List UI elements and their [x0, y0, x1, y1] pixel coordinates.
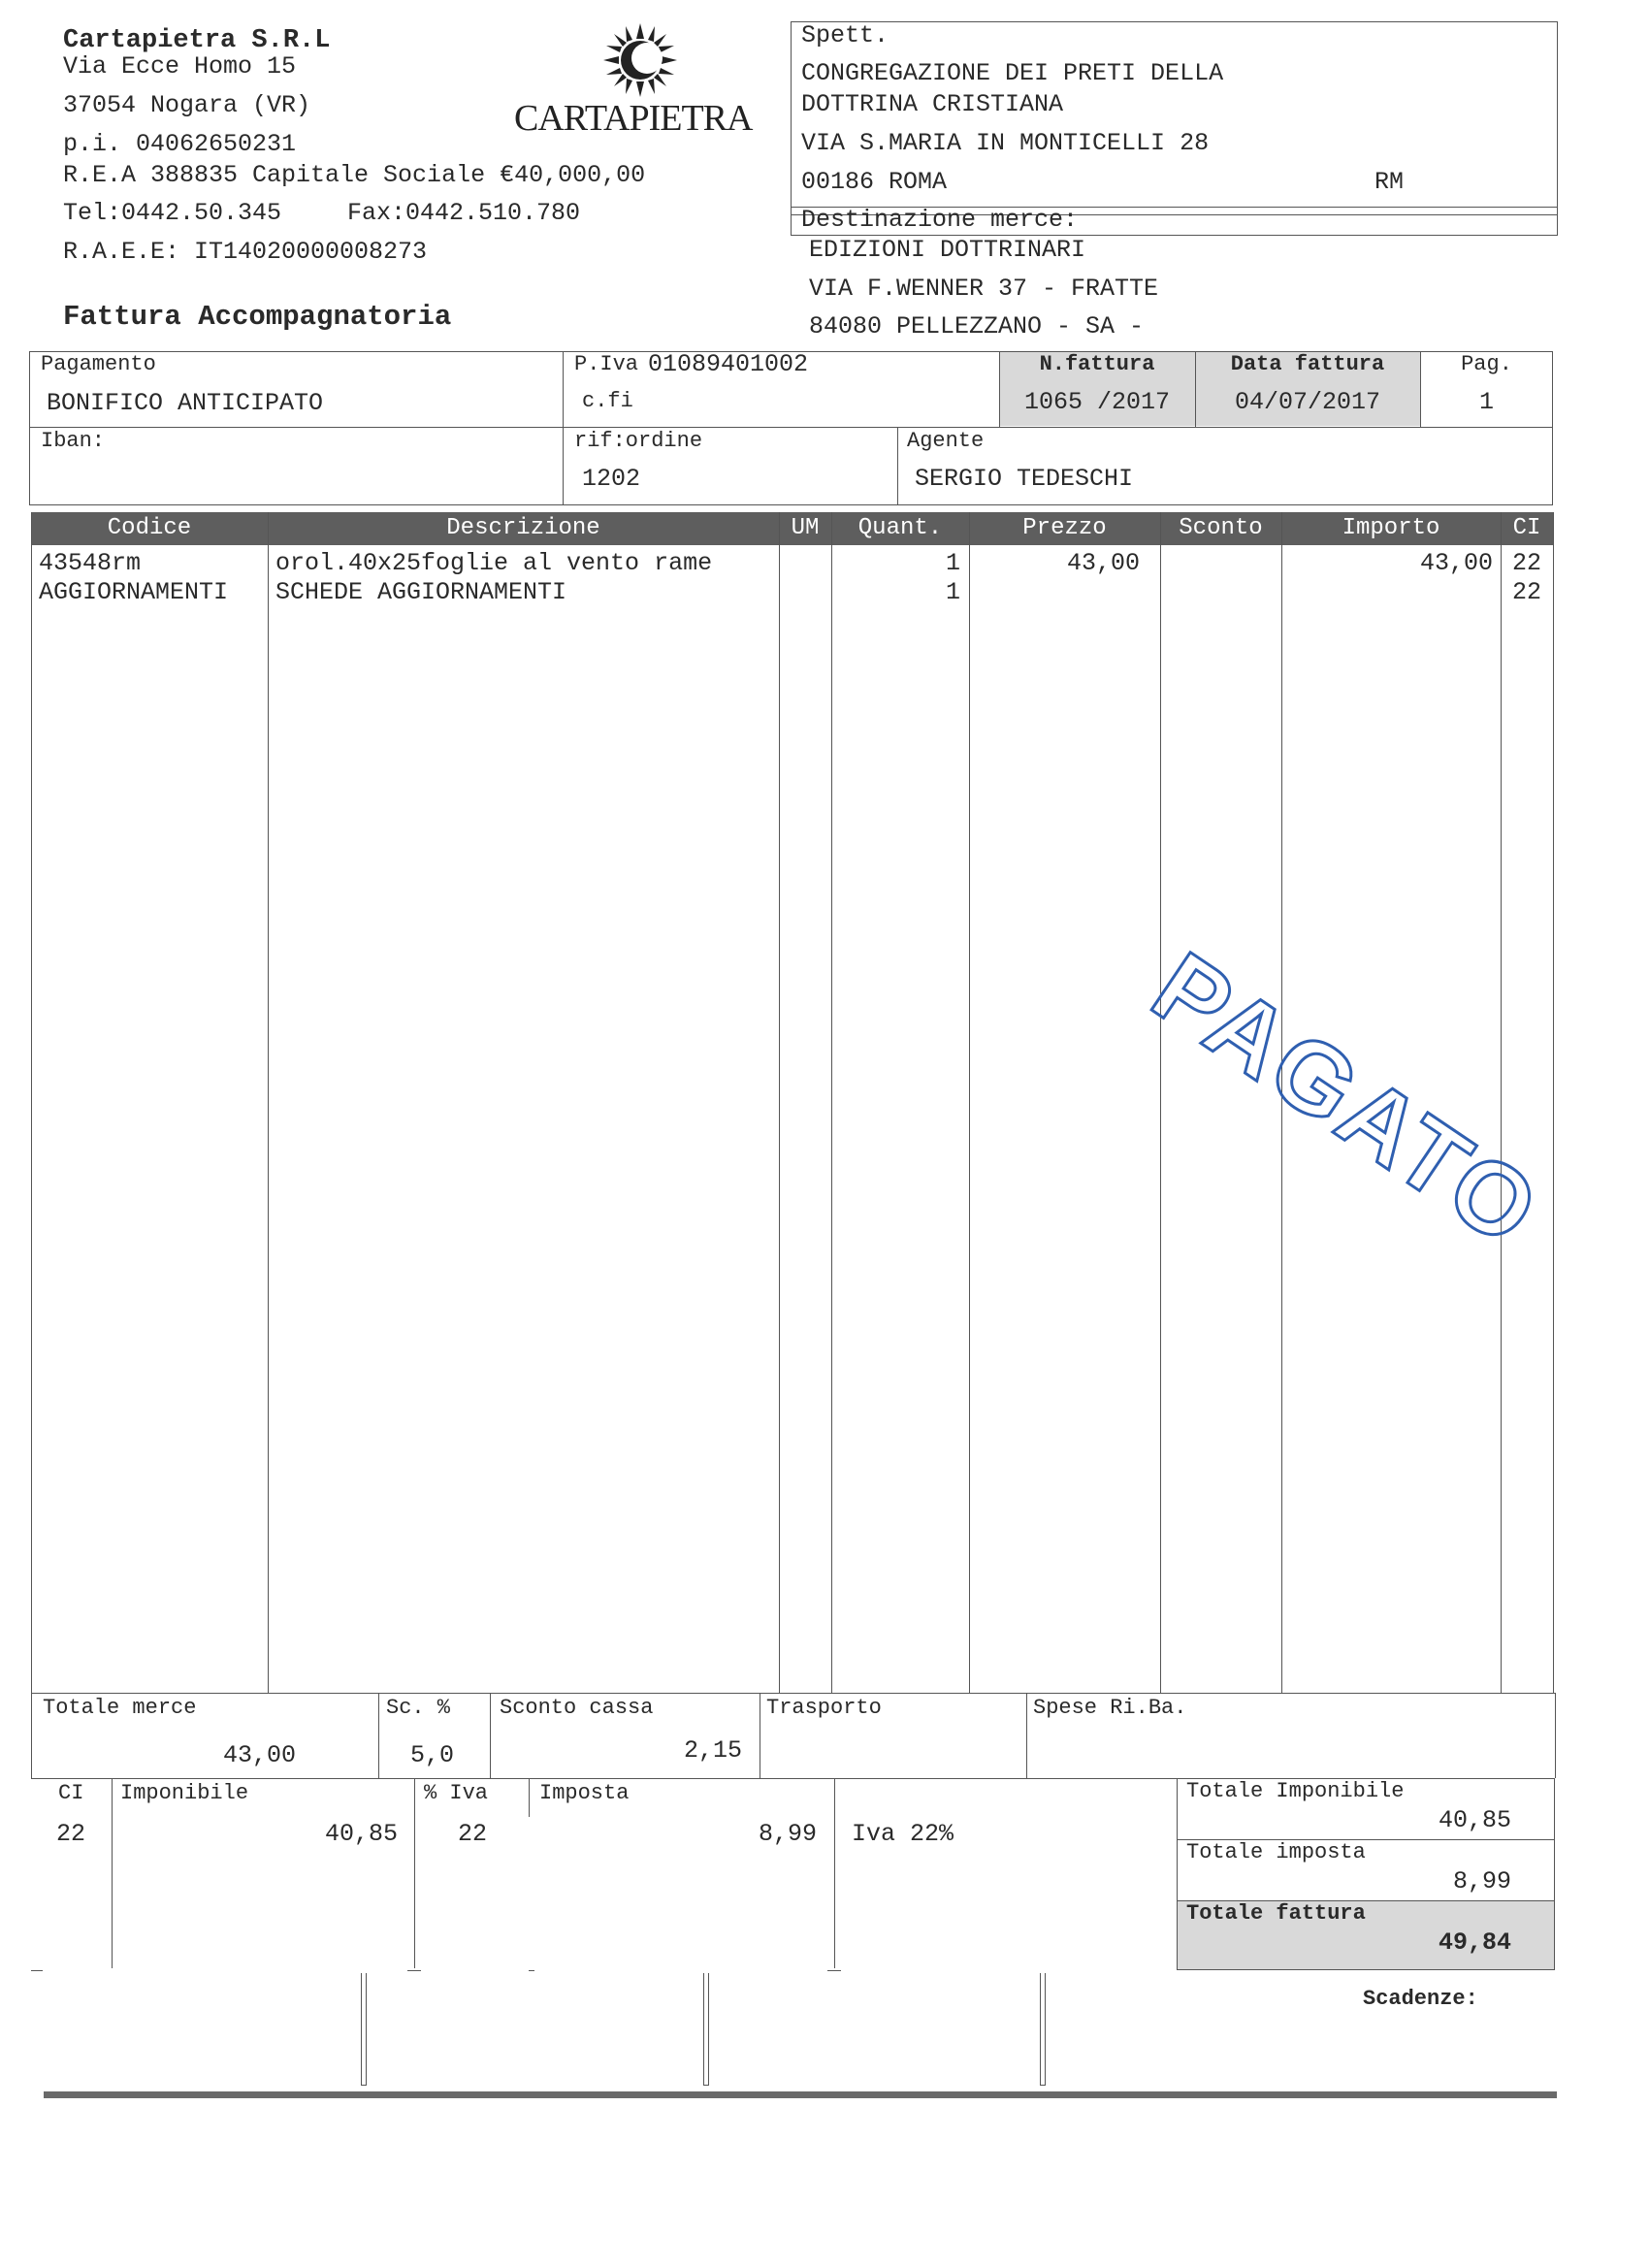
seller-address-street: Via Ecce Homo 15: [63, 52, 297, 81]
paid-stamp: PAGATO: [1133, 931, 1560, 1270]
order-ref-value: 1202: [582, 465, 641, 493]
recipient-province: RM: [1374, 168, 1405, 196]
row-1-prezzo: 43,00: [1066, 549, 1140, 577]
total-taxable-value: 40,85: [1438, 1806, 1511, 1834]
header-ci: CI: [1512, 515, 1541, 541]
invoice-total-label: Totale fattura: [1186, 1901, 1366, 1926]
transport-label: Trasporto: [766, 1696, 882, 1720]
recipient-city: 00186 ROMA: [801, 168, 948, 196]
seller-fax: Fax:0442.510.780: [347, 199, 581, 227]
row-1-importo: 43,00: [1419, 549, 1493, 577]
payment-value: BONIFICO ANTICIPATO: [47, 389, 324, 417]
seller-name: Cartapietra S.R.L: [63, 26, 331, 55]
invoice-number-label: N.fattura: [1039, 352, 1155, 376]
vat-rate-value: 22: [458, 1820, 488, 1848]
cash-discount-value: 2,15: [683, 1736, 742, 1765]
invoice-date-label: Data fattura: [1230, 352, 1385, 376]
piva-label: P.Iva: [574, 352, 639, 376]
riba-fees-label: Spese Ri.Ba.: [1033, 1696, 1187, 1720]
destination-line-3: 84080 PELLEZZANO - SA -: [809, 312, 1145, 340]
seller-address-city: 37054 Nogara (VR): [63, 91, 311, 119]
page-label: Pag.: [1461, 352, 1512, 376]
total-tax-value: 8,99: [1452, 1867, 1511, 1895]
iban-label: Iban:: [41, 429, 106, 453]
recipient-address: VIA S.MARIA IN MONTICELLI 28: [801, 129, 1210, 157]
header-sconto: Sconto: [1179, 515, 1263, 541]
invoice-date-value: 04/07/2017: [1234, 388, 1381, 416]
logo-wordmark: CARTAPIETRA: [514, 98, 753, 139]
document-title: Fattura Accompagnatoria: [63, 301, 452, 333]
total-taxable-label: Totale Imponibile: [1186, 1779, 1405, 1803]
row-1-descrizione: orol.40x25foglie al vento rame: [275, 549, 713, 577]
seller-rea: R.E.A 388835 Capitale Sociale €40,000,00: [63, 161, 646, 189]
seller-tel: Tel:0442.50.345: [63, 199, 282, 227]
destination-label: Destinazione merce:: [801, 206, 1079, 234]
recipient-line-1: CONGREGAZIONE DEI PRETI DELLA: [801, 59, 1224, 87]
row-2-descrizione: SCHEDE AGGIORNAMENTI: [275, 578, 567, 606]
row-1-codice: 43548rm: [39, 549, 142, 577]
goods-total-label: Totale merce: [43, 1696, 197, 1720]
goods-total-value: 43,00: [222, 1741, 296, 1769]
header-importo: Importo: [1342, 515, 1440, 541]
cfi-label: c.fi: [582, 389, 633, 413]
destination-line-2: VIA F.WENNER 37 - FRATTE: [809, 275, 1159, 303]
vat-description: Iva 22%: [852, 1820, 954, 1848]
header-descrizione: Descrizione: [446, 515, 600, 541]
vat-code-value: 22: [56, 1820, 86, 1848]
vat-code-label: CI: [58, 1781, 84, 1805]
destination-line-1: EDIZIONI DOTTRINARI: [809, 236, 1086, 264]
discount-pct-label: Sc. %: [386, 1696, 451, 1720]
bottom-rule: [44, 2091, 1557, 2098]
row-1-ci: 22: [1511, 549, 1541, 577]
agent-value: SERGIO TEDESCHI: [915, 465, 1134, 493]
sun-logo-icon: [601, 21, 679, 99]
seller-vat: p.i. 04062650231: [63, 130, 297, 158]
row-1-quantita: 1: [945, 549, 960, 577]
order-ref-label: rif:ordine: [574, 429, 703, 453]
row-2-quantita: 1: [945, 578, 960, 606]
header-um: UM: [791, 515, 820, 541]
header-codice: Codice: [107, 515, 192, 541]
header-prezzo: Prezzo: [1022, 515, 1107, 541]
page-value: 1: [1478, 388, 1494, 416]
agent-label: Agente: [907, 429, 985, 453]
discount-pct-value: 5,0: [410, 1741, 455, 1769]
taxable-label: Imponibile: [120, 1781, 249, 1805]
recipient-label: Spett.: [801, 21, 889, 49]
cash-discount-label: Sconto cassa: [500, 1696, 654, 1720]
due-dates-label: Scadenze:: [1363, 1987, 1478, 2011]
invoice-total-value: 49,84: [1438, 1928, 1511, 1957]
total-tax-label: Totale imposta: [1186, 1840, 1366, 1864]
invoice-number-value: 1065 /2017: [1023, 388, 1171, 416]
vat-rate-label: % Iva: [424, 1781, 489, 1805]
piva-value: 01089401002: [648, 350, 809, 378]
tax-value: 8,99: [758, 1820, 817, 1848]
tax-label: Imposta: [539, 1781, 630, 1805]
seller-raee: R.A.E.E: IT14020000008273: [63, 238, 428, 266]
recipient-line-2: DOTTRINA CRISTIANA: [801, 90, 1064, 118]
row-2-codice: AGGIORNAMENTI: [39, 578, 229, 606]
payment-label: Pagamento: [41, 352, 156, 376]
row-2-ci: 22: [1511, 578, 1541, 606]
taxable-value: 40,85: [324, 1820, 398, 1848]
header-quantita: Quant.: [857, 515, 943, 541]
